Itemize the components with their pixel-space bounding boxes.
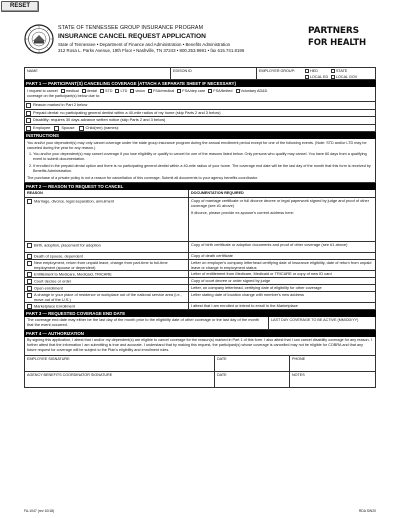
name-field[interactable]: NAME xyxy=(25,68,171,79)
authorization-text: By signing this application, I attest that I and/or my dependent(s) are eligible to cancel coverage for the reason(s) marked in Part 1 of this form. I also attest that I can cancel disability coverage for any reason. I further attest that the information I am submitting is true and accurate. I understand that by making this request, the participant(s) whose coverage is cancelled may not be eligible for COBRA and that any future request for coverage will be subject to the Plan's eligibility and enrollment rules. xyxy=(24,337,376,356)
reason-part2-item: Reason marked in Part 2 below xyxy=(24,102,376,110)
participants-item: Employee Spouse Child(ren) (names): xyxy=(24,125,376,133)
voluntary-add-checkbox[interactable] xyxy=(236,89,240,93)
table-row: Court decree or order Copy of court decree or order signed by judge xyxy=(24,278,376,285)
coverage-end-date-field[interactable]: LAST DAY COVERAGE TO BE ACTIVE (MM/DD/YY) xyxy=(271,317,359,322)
reason-dental-checkbox[interactable] xyxy=(26,111,31,116)
coordinator-date-field[interactable]: DATE xyxy=(215,372,290,387)
vision-checkbox[interactable] xyxy=(130,89,134,93)
reason-dental-item: Prepaid dental: no participating general dentist within a 40-mile radius of my home (skip Parts 2 and 3 below) xyxy=(24,110,376,118)
table-row: Marketplace Enrollment I attest that I am enrolled or intend to enroll in the Marketplace xyxy=(24,303,376,310)
court-decree-checkbox[interactable] xyxy=(27,279,32,284)
open-enrollment-checkbox[interactable] xyxy=(27,286,32,291)
medicare-checkbox[interactable] xyxy=(27,272,32,277)
state-checkbox[interactable] xyxy=(331,69,335,73)
part3-header: PART 3 — REQUESTED COVERAGE END DATE xyxy=(24,310,376,317)
part2-header: PART 2 — REASON TO REQUEST TO CANCEL xyxy=(24,183,376,190)
birth-checkbox[interactable] xyxy=(27,243,32,248)
employee-date-field[interactable]: DATE xyxy=(215,356,290,371)
cancel-options: I request to cancel medical dental STD LTD vision FSA/medical FSA/dep care FSA/limited Voluntary AD&D coverage on the participant(s) below due to: xyxy=(24,87,376,102)
address-line: 312 Rosa L. Parks Avenue, 19th Floor • Nashville, TN 37243 • 800.253.9981 • fax 615.741.8196 xyxy=(58,48,245,54)
part2-col-headers: REASON DOCUMENTATION REQUIRED xyxy=(24,190,376,198)
edison-id-field[interactable]: EDISON ID xyxy=(171,68,257,79)
form-footer xyxy=(24,509,376,513)
employee-signature-row xyxy=(24,356,376,372)
table-row: Marriage, divorce, legal separation, annulment Copy of marriage certificate or full divorce decree or legal paperwork signed by judge and proof of other coverage (see #1 above) If divorce, please provide ex-spouse's current address here: xyxy=(24,198,376,242)
part4-header: PART 4 — AUTHORIZATION xyxy=(24,330,376,337)
coordinator-signature-field[interactable]: AGENCY BENEFITS COORDINATOR SIGNATURE xyxy=(25,372,215,387)
coordinator-signature-row xyxy=(24,372,376,388)
reason-disability-item: Disability: requires 30 days advance written notice (skip Parts 2 and 3 below) xyxy=(24,117,376,125)
table-row: Death of spouse, dependent Copy of death certificate xyxy=(24,253,376,260)
reason-part2-checkbox[interactable] xyxy=(26,103,31,108)
state-seal-icon xyxy=(24,24,54,54)
reason-disability-checkbox[interactable] xyxy=(26,118,31,123)
table-row: New employment, return from unpaid leave, change from part-time to full-time employment (spouse or dependent) Letter on employer's company letterhead certifying date of insurance eligibility, date of return from unpaid leave or change in employment status xyxy=(24,260,376,271)
table-row: Birth, adoption, placement for adoption Copy of birth certificate or adoption documents and proof of other coverage (see #1 above) xyxy=(24,242,376,253)
partners-for-health-logo: PARTNERS FOR HEALTH xyxy=(308,26,366,49)
death-checkbox[interactable] xyxy=(27,254,32,259)
reset-button[interactable]: RESET xyxy=(1,1,39,12)
department-line: State of Tennessee • Department of Finance and Administration • Benefits Administration xyxy=(58,41,231,47)
dental-checkbox[interactable] xyxy=(82,89,86,93)
phone-field[interactable]: PHONE xyxy=(292,357,306,361)
table-row: A change in your place of residence or workplace out of the national service area (i.e., move out of the U.S.) Letter stating date of location change with member's new address xyxy=(24,292,376,303)
ltd-checkbox[interactable] xyxy=(115,89,119,93)
form-header xyxy=(24,24,376,60)
marriage-checkbox[interactable] xyxy=(27,199,32,204)
fsa-dep-care-checkbox[interactable] xyxy=(177,89,181,93)
part3-row: The coverage end date may either be the last day of the month prior to the eligibility date of other coverage or the last day of the month that the event occurred. LAST DAY COVERAGE TO BE ACTIVE (MM/DD/YY) xyxy=(24,317,376,330)
table-row: Open enrollment Letter, on company letterhead, certifying date of eligibility for other coverage xyxy=(24,285,376,292)
new-employment-checkbox[interactable] xyxy=(27,261,32,266)
notes-field[interactable]: NOTES xyxy=(292,373,305,377)
local-ed-checkbox[interactable] xyxy=(305,75,309,79)
table-row: Entitlement to Medicare, Medicaid, TRICARE Letter of entitlement from Medicare, Medicaid or TRICARE or copy of new ID card xyxy=(24,271,376,278)
medical-checkbox[interactable] xyxy=(61,89,65,93)
employee-signature-field[interactable]: EMPLOYEE SIGNATURE xyxy=(25,356,215,371)
identity-row xyxy=(24,67,376,80)
fsa-medical-checkbox[interactable] xyxy=(148,89,152,93)
part1-header: PART 1 — PARTICIPANT(S) CANCELING COVERAGE (ATTACH A SEPARATE SHEET IF NECESSARY) xyxy=(24,80,376,87)
residence-change-checkbox[interactable] xyxy=(27,293,32,298)
local-gov-checkbox[interactable] xyxy=(331,75,335,79)
agency-name: STATE OF TENNESSEE GROUP INSURANCE PROGRAM xyxy=(58,25,204,31)
employee-checkbox[interactable] xyxy=(26,126,31,131)
rda-number: RDA SW20 xyxy=(358,509,376,513)
employer-group-field: EMPLOYER GROUP: HED STATE LOCAL ED LOCAL GOV xyxy=(259,69,358,79)
form-number: FA-1047 (rev 10/18) xyxy=(24,509,55,513)
instructions-body: You and/or your dependent(s) may only cancel coverage under the state group insurance program during the annual enrollment period except for one of the following events. (Note: STD and/or LTD may be canceled during the year for any reason.) 1. You and/or your dependent(s) may cancel coverage if you lose eligibility or qualify to cancel for one of the reasons listed below. Only persons who qualify may cancel. You have 60 days from a qualifying event to submit documentation. 2. If enrolled in the prepaid dental option and there is no participating general dentist within a 40-mile radius of your home. The coverage end date will be the last day of the month that this form is received by Benefits Administration. The purchase of a private policy is not a reason for cancellation of this coverage. Submit all documents to your agency benefits coordinator. xyxy=(24,139,376,183)
form-title: INSURANCE CANCEL REQUEST APPLICATION xyxy=(58,32,206,40)
children-checkbox[interactable] xyxy=(79,126,84,131)
spouse-checkbox[interactable] xyxy=(54,126,59,131)
ex-spouse-address-field[interactable]: If divorce, please provide ex-spouse's current address here: xyxy=(191,209,295,215)
hed-checkbox[interactable] xyxy=(305,69,309,73)
fsa-limited-checkbox[interactable] xyxy=(208,89,212,93)
cancel-request-form xyxy=(24,67,376,388)
instructions-header: INSTRUCTIONS xyxy=(24,132,376,139)
marketplace-checkbox[interactable] xyxy=(27,304,32,309)
std-checkbox[interactable] xyxy=(100,89,104,93)
